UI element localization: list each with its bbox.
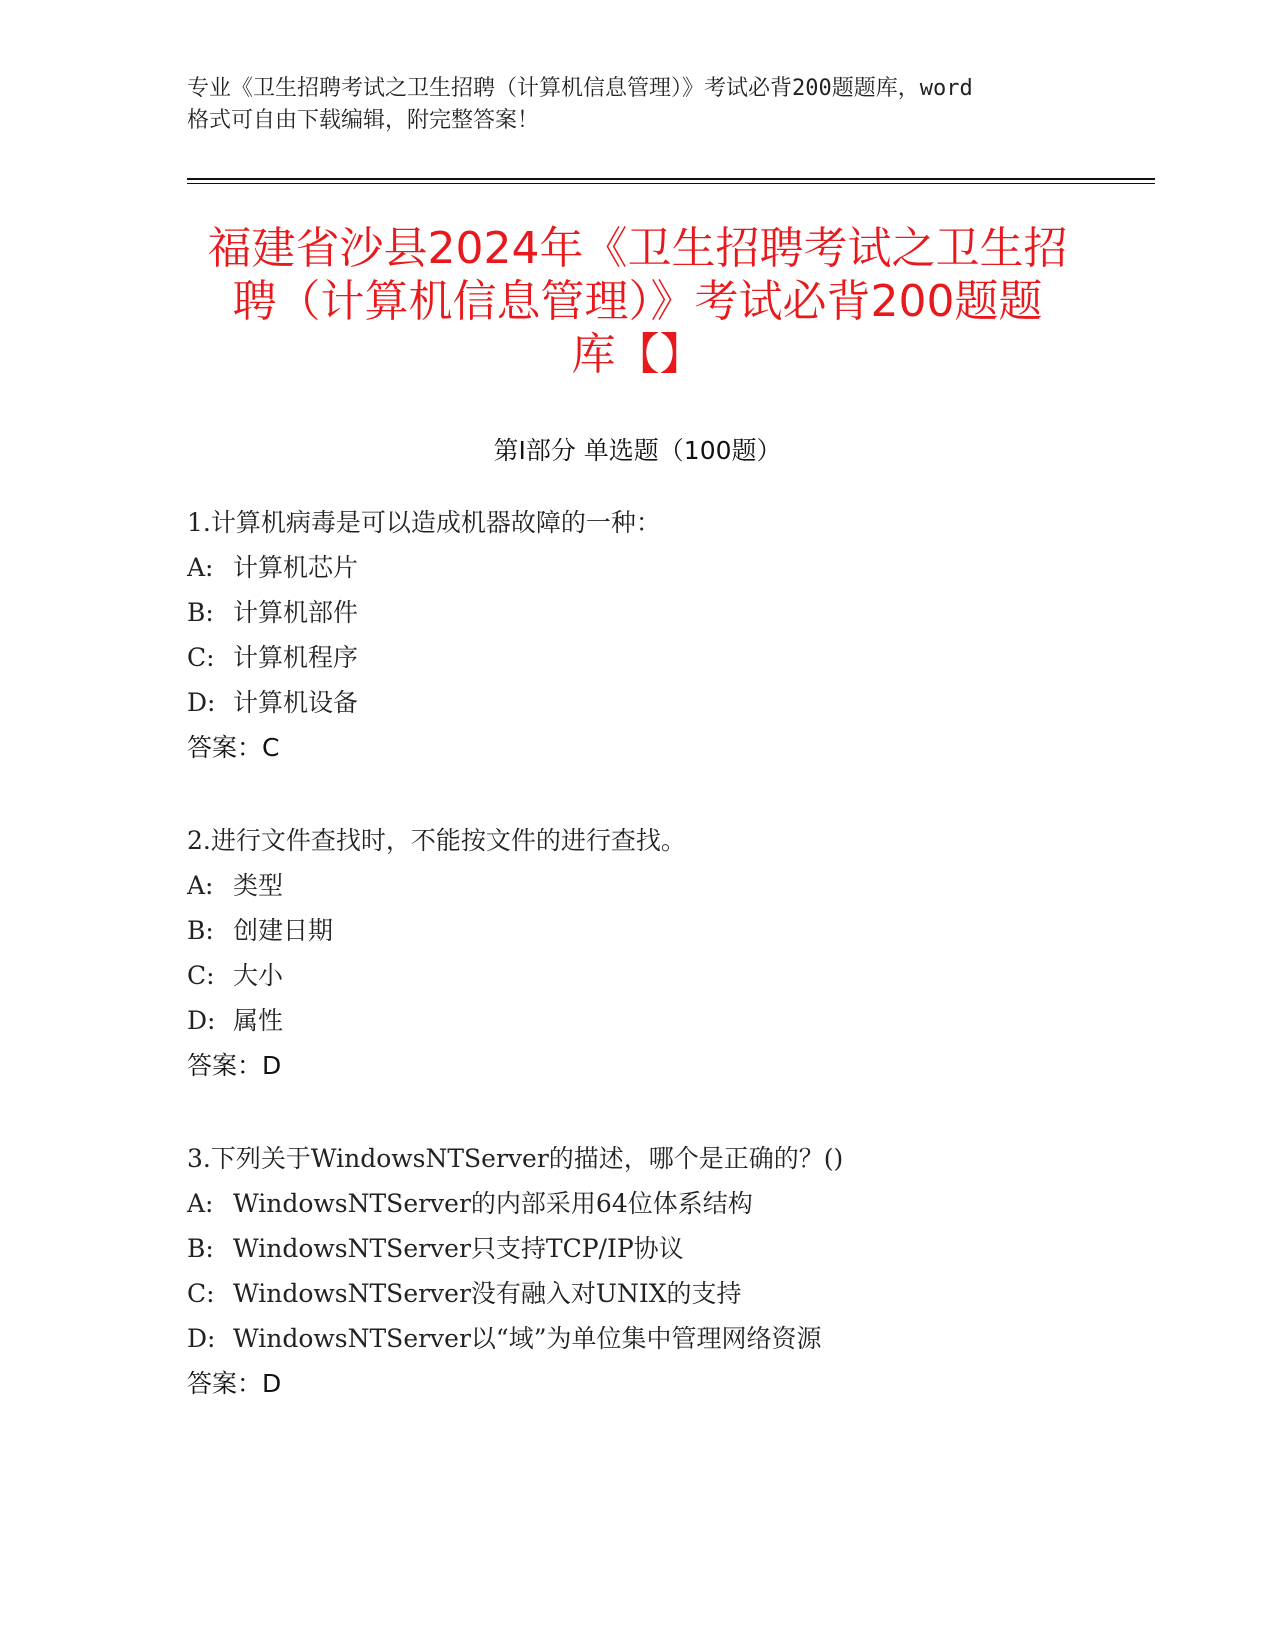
answer-line: 答案：D bbox=[187, 1369, 282, 1398]
option-letter: A: bbox=[187, 553, 214, 582]
option-text: 计算机程序 bbox=[233, 643, 359, 672]
option-text: 计算机设备 bbox=[233, 688, 359, 717]
title-line: 福建省沙县2024年《卫生招聘考试之卫生招 bbox=[207, 223, 1068, 274]
section-heading: 第Ⅰ部分 单选题（100题） bbox=[493, 436, 782, 465]
header-divider-thin bbox=[187, 183, 1155, 184]
option-a bbox=[187, 1181, 1147, 1226]
question-stem: 1.计算机病毒是可以造成机器故障的一种： bbox=[187, 508, 661, 537]
option-text: WindowsNTServer以“域”为单位集中管理网络资源 bbox=[233, 1324, 822, 1353]
option-text: 类型 bbox=[233, 871, 284, 900]
option-c bbox=[187, 953, 1147, 998]
option-text: 创建日期 bbox=[233, 916, 334, 945]
option-letter: C: bbox=[187, 1279, 215, 1308]
option-letter: A: bbox=[187, 1189, 214, 1218]
option-text: 大小 bbox=[233, 961, 284, 990]
answer-line: 答案：D bbox=[187, 1051, 282, 1080]
title-line: 库【】 bbox=[571, 329, 704, 380]
option-d bbox=[187, 1316, 1147, 1361]
option-letter: B: bbox=[187, 598, 214, 627]
option-a bbox=[187, 545, 1147, 590]
question-block bbox=[187, 818, 1147, 1088]
option-text: 计算机芯片 bbox=[233, 553, 359, 582]
option-b bbox=[187, 1226, 1147, 1271]
option-letter: D: bbox=[187, 1006, 216, 1035]
option-b bbox=[187, 590, 1147, 635]
option-b bbox=[187, 908, 1147, 953]
option-letter: C: bbox=[187, 643, 215, 672]
option-d bbox=[187, 680, 1147, 725]
option-d bbox=[187, 998, 1147, 1043]
option-text: WindowsNTServer没有融入对UNIX的支持 bbox=[233, 1279, 742, 1308]
option-letter: C: bbox=[187, 961, 215, 990]
header-divider bbox=[187, 178, 1155, 180]
option-letter: A: bbox=[187, 871, 214, 900]
option-text: 计算机部件 bbox=[233, 598, 359, 627]
question-stem: 3.下列关于WindowsNTServer的描述，哪个是正确的？() bbox=[187, 1144, 844, 1173]
option-c bbox=[187, 635, 1147, 680]
option-letter: B: bbox=[187, 1234, 214, 1263]
option-c bbox=[187, 1271, 1147, 1316]
title-line: 聘（计算机信息管理）》考试必背200题题 bbox=[232, 276, 1043, 327]
option-a bbox=[187, 863, 1147, 908]
header-line: 专业《卫生招聘考试之卫生招聘（计算机信息管理）》考试必背200题题库，word bbox=[187, 76, 973, 101]
document-header bbox=[187, 73, 1087, 137]
answer-line: 答案：C bbox=[187, 733, 280, 762]
option-letter: B: bbox=[187, 916, 214, 945]
header-line: 格式可自由下载编辑，附完整答案！ bbox=[187, 108, 540, 133]
option-letter: D: bbox=[187, 1324, 216, 1353]
option-text: 属性 bbox=[233, 1006, 284, 1035]
question-block bbox=[187, 1136, 1147, 1406]
document-title bbox=[150, 222, 1125, 381]
option-letter: D: bbox=[187, 688, 216, 717]
option-text: WindowsNTServer只支持TCP/IP协议 bbox=[233, 1234, 684, 1263]
question-stem: 2.进行文件查找时，不能按文件的进行查找。 bbox=[187, 826, 686, 855]
question-block bbox=[187, 500, 1147, 770]
option-text: WindowsNTServer的内部采用64位体系结构 bbox=[233, 1189, 753, 1218]
